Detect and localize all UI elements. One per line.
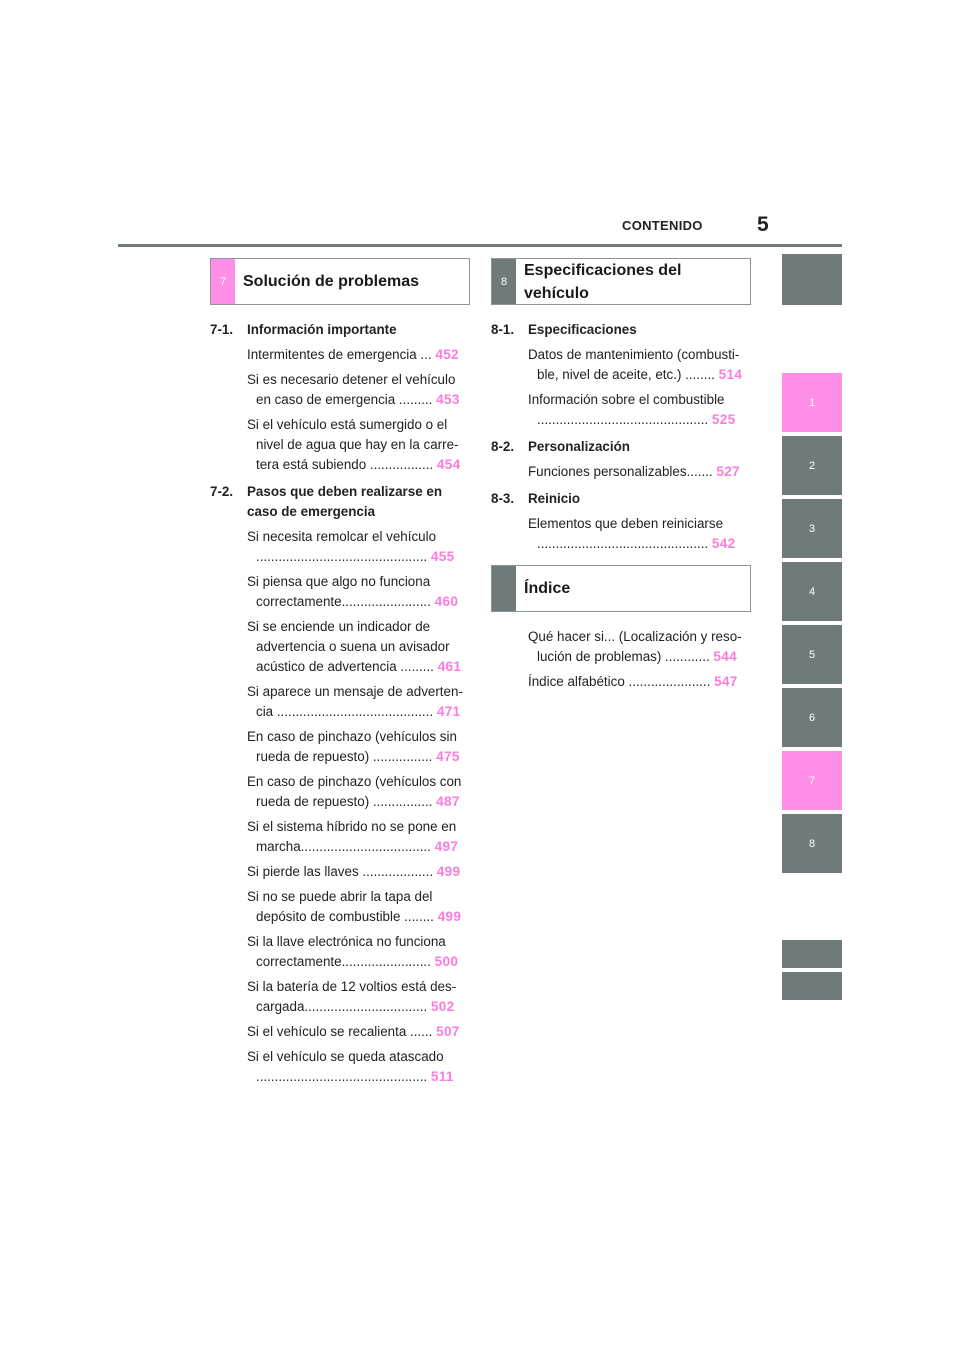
toc-entry-text: Si es necesario detener el vehículo en caso de emergencia ......... (247, 372, 456, 407)
toc-entry-page[interactable]: 547 (714, 674, 738, 689)
header-title: CONTENIDO (622, 218, 703, 233)
toc-entry[interactable] (528, 627, 749, 667)
toc-heading (210, 320, 468, 340)
toc-entry-text: En caso de pinchazo (vehículos con rueda de repuesto) ................ (247, 774, 462, 809)
toc-heading-title: Reinicio (528, 491, 581, 506)
toc-entry-page[interactable]: 460 (434, 594, 459, 609)
toc-entry[interactable] (247, 1022, 468, 1042)
toc-heading-title: Especificaciones (528, 322, 637, 337)
toc-entry-text: Funciones personalizables....... (528, 464, 713, 479)
toc-heading-title: Pasos que deben realizarse en caso de emergencia (247, 484, 442, 519)
toc-entry-text: Intermitentes de emergencia ... (247, 347, 432, 362)
side-tab-8[interactable]: 8 (782, 814, 842, 873)
toc-entry[interactable] (247, 887, 468, 927)
toc-entry-page[interactable]: 461 (437, 659, 462, 674)
section-8-title: Especificaciones del vehículo (524, 261, 682, 302)
toc-entry-text: Si el vehículo está sumergido o el nivel de agua que hay en la carre-tera está subiendo ................. (247, 417, 459, 472)
toc-entry[interactable] (247, 370, 468, 410)
toc-entry-text: Si el sistema híbrido no se pone en marcha................................... (247, 819, 457, 854)
toc-entry-page[interactable]: 514 (718, 367, 743, 382)
toc-entry-text: Si piensa que algo no funciona correctamente........................ (247, 574, 431, 609)
toc-entry-text: En caso de pinchazo (vehículos sin rueda de repuesto) ................ (247, 729, 457, 764)
toc-entry-page[interactable]: 453 (436, 392, 460, 407)
toc-entry-text: Índice alfabético ...................... (528, 674, 711, 689)
toc-entry[interactable] (247, 977, 468, 1017)
toc-heading-code: 8-3. (491, 491, 515, 506)
index-title: Índice (524, 580, 571, 597)
toc-entry[interactable] (247, 727, 468, 767)
toc-heading (210, 482, 468, 522)
section-8-number: 8 (492, 259, 516, 304)
side-tab-2[interactable]: 2 (782, 436, 842, 495)
toc-heading-code: 8-2. (491, 439, 515, 454)
toc-entry-text: Si la llave electrónica no funciona correctamente........................ (247, 934, 446, 969)
toc-entry-page[interactable]: 507 (436, 1024, 460, 1039)
toc-heading (491, 489, 749, 509)
toc-heading-title: Personalización (528, 439, 630, 454)
side-block-bottom-1 (782, 940, 842, 968)
toc-entry[interactable] (247, 862, 468, 882)
toc-entry-page[interactable]: 525 (711, 412, 736, 427)
toc-group-8-2 (491, 437, 749, 482)
toc-index-column (491, 627, 749, 697)
toc-heading-code: 7-2. (210, 484, 234, 499)
toc-entry[interactable] (247, 817, 468, 857)
toc-entry-page[interactable]: 455 (430, 549, 455, 564)
toc-entry[interactable] (247, 527, 468, 567)
toc-entry[interactable] (528, 514, 749, 554)
toc-entry[interactable] (247, 345, 468, 365)
toc-entry[interactable] (247, 682, 468, 722)
toc-entry[interactable] (247, 932, 468, 972)
toc-entry-page[interactable]: 499 (437, 909, 462, 924)
side-tab-5[interactable]: 5 (782, 625, 842, 684)
toc-entry-page[interactable]: 471 (436, 704, 461, 719)
toc-heading-code: 7-1. (210, 322, 234, 337)
toc-entry[interactable] (247, 772, 468, 812)
side-block-bottom-2 (782, 972, 842, 1000)
section-7-number: 7 (211, 259, 235, 304)
toc-entry-page[interactable]: 542 (711, 536, 736, 551)
toc-entry-text: Si pierde las llaves ................... (247, 864, 434, 879)
toc-entry-page[interactable]: 454 (436, 457, 461, 472)
toc-group-8-1 (491, 320, 749, 430)
index-number (492, 566, 516, 611)
toc-entry-text: Si no se puede abrir la tapa del depósito de combustible ........ (247, 889, 434, 924)
toc-entry-text: Si necesita remolcar el vehículo .............................................. (247, 529, 437, 564)
side-tab-6[interactable]: 6 (782, 688, 842, 747)
side-tab-3[interactable]: 3 (782, 499, 842, 558)
section-8-header (491, 258, 751, 305)
toc-heading (491, 437, 749, 457)
toc-entry-text: Si la batería de 12 voltios está des-cargada................................. (247, 979, 457, 1014)
toc-entry-text: Qué hacer si... (Localización y reso-lución de problemas) ............ (528, 629, 742, 664)
toc-entry[interactable] (528, 462, 749, 482)
section-7-header (210, 258, 470, 305)
toc-entry-text: Si el vehículo se recalienta ...... (247, 1024, 433, 1039)
toc-right-column (491, 320, 749, 561)
index-header (491, 565, 751, 612)
toc-entry-text: Datos de mantenimiento (combusti-ble, nivel de aceite, etc.) ........ (528, 347, 740, 382)
toc-entry-text: Si el vehículo se queda atascado .............................................. (247, 1049, 444, 1084)
header-rule (118, 244, 842, 247)
toc-entry[interactable] (528, 672, 749, 692)
toc-entry-text: Si aparece un mensaje de adverten-cia .......................................... (247, 684, 463, 719)
section-7-title: Solución de problemas (243, 273, 420, 290)
side-block-top (782, 254, 842, 305)
toc-heading-code: 8-1. (491, 322, 515, 337)
toc-entry[interactable] (247, 1047, 468, 1087)
side-tab-4[interactable]: 4 (782, 562, 842, 621)
toc-entry-text: Información sobre el combustible .............................................. (528, 392, 725, 427)
toc-entry-page[interactable]: 452 (435, 347, 459, 362)
toc-entry-page[interactable]: 487 (436, 794, 460, 809)
toc-entry[interactable] (528, 345, 749, 385)
toc-entry-page[interactable]: 500 (434, 954, 459, 969)
toc-entry[interactable] (528, 390, 749, 430)
toc-entry-text: Si se enciende un indicador de advertencia o suena un avisador acústico de advertencia ......... (247, 619, 450, 674)
toc-entry-page[interactable]: 475 (436, 749, 460, 764)
toc-entry-page[interactable]: 502 (430, 999, 455, 1014)
toc-entry-page[interactable]: 527 (716, 464, 740, 479)
toc-entry-page[interactable]: 499 (436, 864, 461, 879)
toc-entry[interactable] (247, 415, 468, 475)
toc-group-7-2 (210, 482, 468, 1087)
page-number: 5 (757, 213, 769, 236)
toc-entry-page[interactable]: 511 (430, 1069, 454, 1084)
toc-heading-title: Información importante (247, 322, 397, 337)
toc-group-8-3 (491, 489, 749, 554)
toc-entry[interactable] (247, 572, 468, 612)
toc-heading (491, 320, 749, 340)
side-tab-1[interactable]: 1 (782, 373, 842, 432)
toc-entry-text: Elementos que deben reiniciarse .............................................. (528, 516, 724, 551)
side-tab-7[interactable]: 7 (782, 751, 842, 810)
toc-entry[interactable] (247, 617, 468, 677)
toc-left-column (210, 320, 468, 1094)
toc-entry-page[interactable]: 544 (713, 649, 737, 664)
toc-group-7-1 (210, 320, 468, 475)
toc-entry-page[interactable]: 497 (434, 839, 459, 854)
